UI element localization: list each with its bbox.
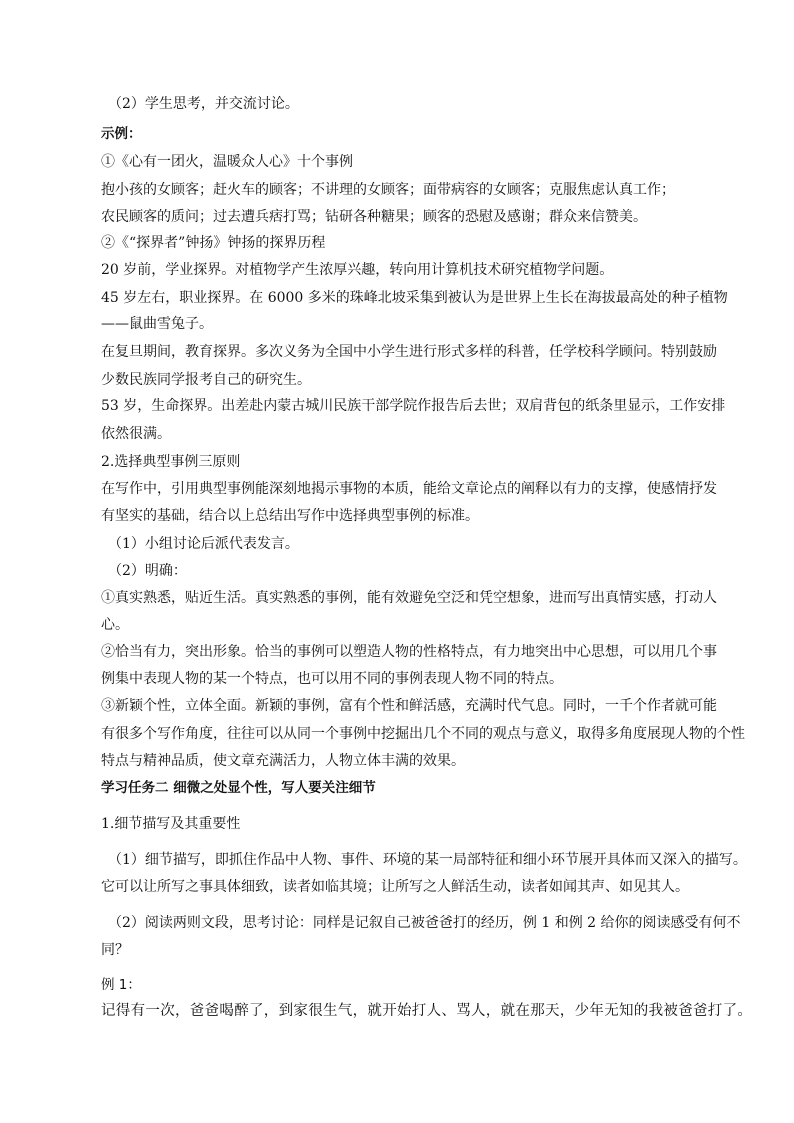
text-line-30: （2）阅读两则文段，思考讨论：同样是记叙自己被爸爸打的经历，例 1 和例 2 给你的阅读感受有何不 (108, 915, 741, 931)
text-line-17: （1）小组讨论后派代表发言。 (108, 536, 299, 552)
text-line-27: 1.细节描写及其重要性 (101, 816, 241, 832)
text-line-1: （2）学生思考，并交流讨论。 (108, 96, 299, 112)
text-line-31: 同？ (101, 942, 129, 958)
text-line-16: 有坚实的基础，结合以上总结出写作中选择典型事例的标准。 (101, 508, 479, 524)
text-line-7: 20 岁前，学业探界。对植物学产生浓厚兴趣，转向用计算机技术研究植物学问题。 (101, 262, 614, 278)
text-line-6: ②《“探界者”钟扬》钟扬的探界历程 (101, 235, 326, 251)
text-line-24: 有很多个写作角度，往往可以从同一个事例中挖掘出几个不同的观点与意义，取得多角度展现人物的个性 (101, 726, 745, 742)
text-line-9: ——鼠曲雪兔子。 (101, 316, 213, 332)
text-line-8: 45 岁左右，职业探界。在 6000 多米的珠峰北坡采集到被认为是世界上生长在海拔最高处的种子植物 (101, 290, 728, 306)
section-heading-2: 2.选择典型事例三原则 (101, 454, 241, 470)
text-line-13: 依然很满。 (101, 426, 171, 442)
text-line-5: 农民顾客的质问；过去遭兵痞打骂；钻研各种糖果；顾客的恐慰及感谢；群众来信赞美。 (101, 209, 647, 225)
text-line-18: （2）明确： (108, 563, 187, 579)
text-line-23: ③新颖个性，立体全面。新颖的事例，富有个性和鲜活感，充满时代气息。同时，一千个作者就可能 (101, 698, 717, 714)
example-1-text: 记得有一次，爸爸喝醉了，到家很生气，就开始打人、骂人，就在那天，少年无知的我被爸爸打了。 (101, 1003, 753, 1019)
text-line-15: 在写作中，引用典型事例能深刻地揭示事物的本质，能给文章论点的阐释以有力的支撑，使感情抒发 (101, 481, 717, 497)
text-line-19: ①真实熟悉，贴近生活。真实熟悉的事例，能有效避免空泛和凭空想象，进而写出真情实感，打动人 (101, 590, 717, 606)
text-line-3: ①《心有一团火，温暖众人心》十个事例 (101, 154, 353, 170)
text-line-11: 少数民族同学报考自己的研究生。 (101, 372, 311, 388)
text-line-28: （1）细节描写，即抓住作品中人物、事件、环境的某一局部特征和细小环节展开具体而又深入的描写。 (108, 852, 747, 868)
text-line-12: 53 岁，生命探界。出差赴内蒙古城川民族干部学院作报告后去世；双肩背包的纸条里显示，工作安排 (101, 398, 726, 414)
text-line-29: 它可以让所写之事具体细致，读者如临其境；让所写之人鲜活生动，读者如闻其声、如见其人。 (101, 879, 689, 895)
example-1-label: 例 1： (101, 977, 141, 993)
text-line-4: 抱小孩的女顾客；赶火车的顾客；不讲理的女顾客；面带病容的女顾客；克服焦虑认真工作； (101, 182, 675, 198)
text-line-10: 在复旦期间，教育探界。多次义务为全国中小学生进行形式多样的科普，任学校科学顾问。特别鼓励 (101, 344, 717, 360)
text-line-20: 心。 (101, 617, 129, 633)
text-line-22: 例集中表现人物的某一个特点，也可以用不同的事例表现人物不同的特点。 (101, 671, 563, 687)
text-line-21: ②恰当有力，突出形象。恰当的事例可以塑造人物的性格特点，有力地突出中心思想，可以用几个事 (101, 644, 717, 660)
example-heading: 示例： (101, 126, 142, 142)
task-two-heading: 学习任务二 细微之处显个性，写人要关注细节 (101, 780, 376, 796)
text-line-25: 特点与精神品质，使文章充满活力，人物立体丰满的效果。 (101, 753, 465, 769)
